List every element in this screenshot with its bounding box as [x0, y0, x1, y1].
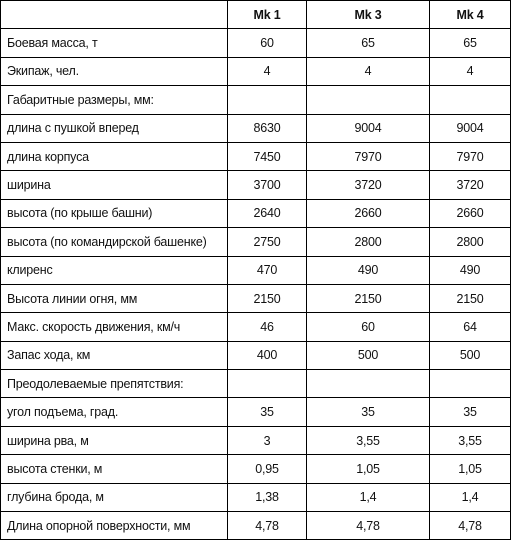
table-row: [1, 29, 511, 57]
cell-mk3: 4,78: [307, 512, 430, 540]
cell-mk1: 60: [228, 29, 307, 57]
cell-mk3: 490: [307, 256, 430, 284]
table-row: [1, 114, 511, 142]
cell-mk4: 35: [430, 398, 511, 426]
table-row: [1, 313, 511, 341]
cell-mk4: 2150: [430, 284, 511, 312]
table-row: [1, 228, 511, 256]
cell-mk1: 7450: [228, 142, 307, 170]
cell-mk4: 65: [430, 29, 511, 57]
row-label: глубина брода, м: [1, 483, 228, 511]
header-cell-mk3: Mk 3: [307, 1, 430, 29]
cell-mk3: 3,55: [307, 426, 430, 454]
table-row: [1, 483, 511, 511]
cell-mk1: 0,95: [228, 455, 307, 483]
header-cell-mk4: Mk 4: [430, 1, 511, 29]
cell-mk1: 1,38: [228, 483, 307, 511]
row-label: Длина опорной поверхности, мм: [1, 512, 228, 540]
cell-mk3: 65: [307, 29, 430, 57]
row-label: Габаритные размеры, мм:: [1, 86, 228, 114]
cell-mk4: 490: [430, 256, 511, 284]
cell-mk1: 2150: [228, 284, 307, 312]
row-label: длина с пушкой вперед: [1, 114, 228, 142]
cell-mk3: 60: [307, 313, 430, 341]
row-label: ширина: [1, 171, 228, 199]
cell-mk1: [228, 370, 307, 398]
cell-mk3: 2150: [307, 284, 430, 312]
table-row: [1, 370, 511, 398]
table-row: [1, 199, 511, 227]
header-row: [1, 1, 511, 29]
row-label: Экипаж, чел.: [1, 57, 228, 85]
header-cell-label: [1, 1, 228, 29]
cell-mk4: [430, 86, 511, 114]
cell-mk3: 9004: [307, 114, 430, 142]
cell-mk4: 1,4: [430, 483, 511, 511]
row-label: высота стенки, м: [1, 455, 228, 483]
cell-mk4: 9004: [430, 114, 511, 142]
cell-mk4: 2660: [430, 199, 511, 227]
cell-mk1: 8630: [228, 114, 307, 142]
cell-mk1: 4,78: [228, 512, 307, 540]
row-label: Боевая масса, т: [1, 29, 228, 57]
cell-mk3: 1,05: [307, 455, 430, 483]
cell-mk1: 400: [228, 341, 307, 369]
table-row: [1, 512, 511, 540]
cell-mk4: 1,05: [430, 455, 511, 483]
table-row: [1, 142, 511, 170]
cell-mk3: 7970: [307, 142, 430, 170]
cell-mk1: 46: [228, 313, 307, 341]
table-row: [1, 455, 511, 483]
cell-mk3: 2800: [307, 228, 430, 256]
row-label: Запас хода, км: [1, 341, 228, 369]
cell-mk1: 3700: [228, 171, 307, 199]
row-label: ширина рва, м: [1, 426, 228, 454]
row-label: Преодолеваемые препятствия:: [1, 370, 228, 398]
row-label: угол подъема, град.: [1, 398, 228, 426]
row-label: клиренс: [1, 256, 228, 284]
cell-mk1: [228, 86, 307, 114]
cell-mk4: 7970: [430, 142, 511, 170]
cell-mk4: 500: [430, 341, 511, 369]
table-row: [1, 284, 511, 312]
cell-mk4: 3720: [430, 171, 511, 199]
cell-mk3: 35: [307, 398, 430, 426]
cell-mk3: 1,4: [307, 483, 430, 511]
cell-mk3: 3720: [307, 171, 430, 199]
cell-mk4: [430, 370, 511, 398]
table-row: [1, 256, 511, 284]
row-label: Макс. скорость движения, км/ч: [1, 313, 228, 341]
cell-mk4: 3,55: [430, 426, 511, 454]
cell-mk3: 2660: [307, 199, 430, 227]
row-label: высота (по крыше башни): [1, 199, 228, 227]
table-row: [1, 426, 511, 454]
row-label: длина корпуса: [1, 142, 228, 170]
header-cell-mk1: Mk 1: [228, 1, 307, 29]
table-row: [1, 171, 511, 199]
cell-mk1: 4: [228, 57, 307, 85]
cell-mk3: [307, 86, 430, 114]
cell-mk1: 35: [228, 398, 307, 426]
row-label: высота (по командирской башенке): [1, 228, 228, 256]
cell-mk1: 2640: [228, 199, 307, 227]
table-row: [1, 57, 511, 85]
table-row: [1, 86, 511, 114]
cell-mk3: 4: [307, 57, 430, 85]
cell-mk1: 470: [228, 256, 307, 284]
cell-mk4: 2800: [430, 228, 511, 256]
cell-mk1: 2750: [228, 228, 307, 256]
table-row: [1, 341, 511, 369]
cell-mk4: 4: [430, 57, 511, 85]
cell-mk4: 4,78: [430, 512, 511, 540]
cell-mk4: 64: [430, 313, 511, 341]
cell-mk3: 500: [307, 341, 430, 369]
cell-mk3: [307, 370, 430, 398]
row-label: Высота линии огня, мм: [1, 284, 228, 312]
table-row: [1, 398, 511, 426]
cell-mk1: 3: [228, 426, 307, 454]
